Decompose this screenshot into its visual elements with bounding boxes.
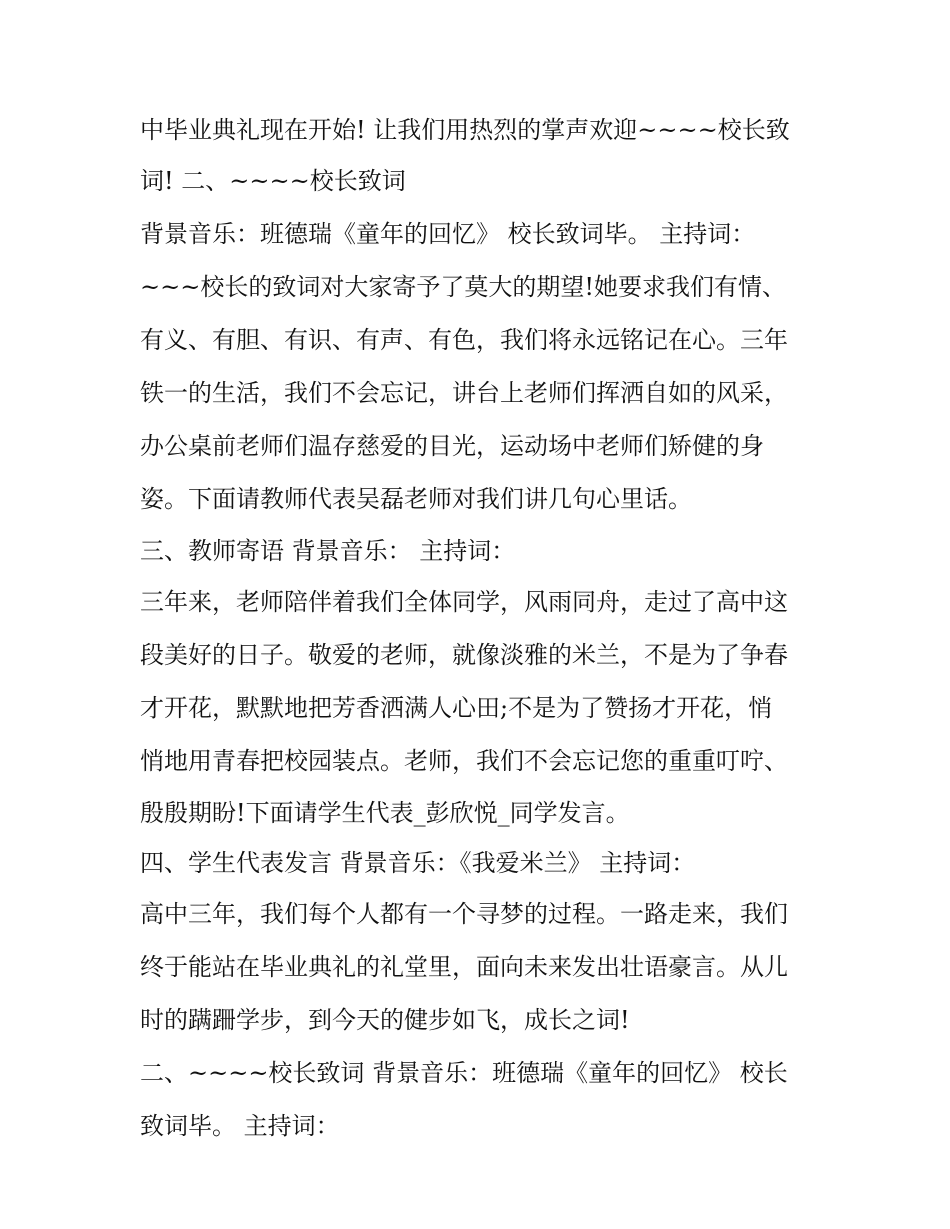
text-line: 致词毕。 主持词： [140,1112,340,1140]
section-heading: 二、~~~~校长致词 背景音乐：班德瑞《童年的回忆》 校长 [140,1059,788,1087]
text-line: 时的蹒跚学步，到今天的健步如飞，成长之词! [140,1006,630,1034]
document-body [140,106,815,1153]
text-line: 才开花，默默地把芳香洒满人心田;不是为了赞扬才开花，悄 [140,694,773,722]
section-heading: 三、教师寄语 背景音乐： 主持词： [140,537,516,565]
text-line: 词! 二、~~~~校长致词 [140,167,406,195]
text-line: 段美好的日子。敬爱的老师，就像淡雅的米兰，不是为了争春 [140,641,788,669]
section-heading: 四、学生代表发言 背景音乐：《我爱米兰》 主持词： [140,849,696,877]
text-line: 中毕业典礼现在开始! 让我们用热烈的掌声欢迎~~~~校长致 [140,116,790,144]
text-line: 背景音乐：班德瑞《童年的回忆》 校长致词毕。 主持词： [140,220,756,248]
text-line: 有义、有胆、有识、有声、有色，我们将永远铭记在心。三年 [140,326,788,354]
text-line: 姿。下面请教师代表吴磊老师对我们讲几句心里话。 [140,485,692,513]
text-line: 高中三年，我们每个人都有一个寻梦的过程。一路走来，我们 [140,900,788,928]
text-line: ~~~校长的致词对大家寄予了莫大的期望!她要求我们有情、 [140,273,786,301]
text-line: 办公桌前老师们温存慈爱的目光，运动场中老师们矫健的身 [140,432,764,460]
text-line: 铁一的生活，我们不会忘记，讲台上老师们挥洒自如的风采， [140,379,788,407]
text-line: 三年来，老师陪伴着我们全体同学，风雨同舟，走过了高中这 [140,588,788,616]
text-line: 终于能站在毕业典礼的礼堂里，面向未来发出壮语豪言。从儿 [140,953,788,981]
text-line: 悄地用青春把校园装点。老师，我们不会忘记您的重重叮咛、 [140,747,788,775]
text-line: 殷殷期盼!下面请学生代表_彭欣悦_同学发言。 [140,799,630,827]
